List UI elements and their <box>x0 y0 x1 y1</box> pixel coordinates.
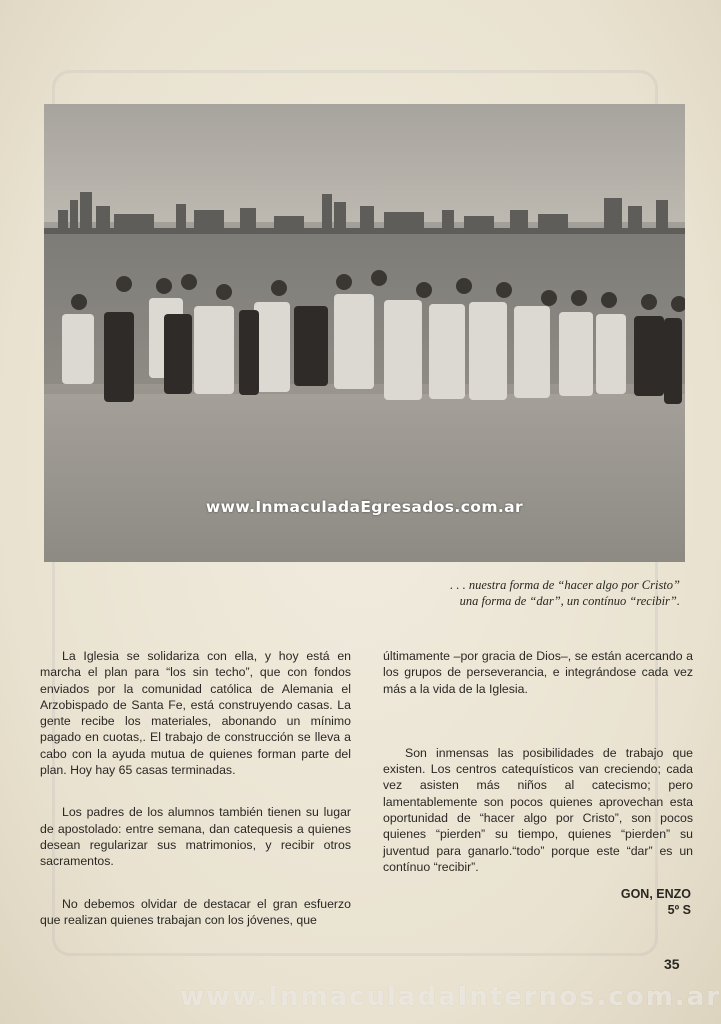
paragraph: últimamente –por gracia de Dios–, se están acercando a los grupos de perseverancia, e integrándose cada vez más a la vida de la Iglesia. <box>383 649 693 696</box>
author-name: GON, ENZO <box>620 887 691 901</box>
paragraph: Son inmensas las posibilidades de trabajo que existen. Los centros catequísticos van creciendo; cada vez asisten más niños al catecismo; pero lamentablemente son pocos quienes aprovechan esta oportunidad de “hacer algo por Cristo”, son pocos quienes “pierden” su tiempo, quienes “pierden” su juventud para ganarlo.“todo” porque este “dar” es un contínuo “recibir”. <box>383 745 693 874</box>
photo-caption <box>360 577 680 609</box>
caption-line-1: . . . nuestra forma de “hacer algo por Cristo” <box>450 578 680 592</box>
right-column <box>383 648 693 901</box>
author-grade: 5º S <box>667 903 691 917</box>
page-number: 35 <box>664 956 680 972</box>
photo-watermark: www.InmaculadaEgresados.com.ar <box>205 498 524 516</box>
photo-city-skyline <box>44 180 685 240</box>
group-photo <box>44 104 685 562</box>
caption-line-2: una forma de “dar”, un contínuo “recibir”. <box>459 594 680 608</box>
paragraph: Los padres de los alumnos también tienen su lugar de apostolado: entre semana, dan catequesis a quienes desean regularizar sus matrimonios, y recibir otros sacramentos. <box>40 805 351 869</box>
bottom-watermark: www.InmaculadaInternos.com.ar <box>180 982 721 1012</box>
paragraph: No debemos olvidar de destacar el gran esfuerzo que realizan quienes trabajan con los jóvenes, que <box>40 896 351 927</box>
paragraph: La Iglesia se solidariza con ella, y hoy está en marcha el plan para “los sin techo”, que con fondos enviados por la comunidad católica de Alemania el Arzobispado de Santa Fe, está construyendo casas. La gente recibe los materiales, abonando un mínimo pagado en cuotas,. El trabajo de construcción se lleva a cabo con la ayuda mutua de quienes forman parte del plan. Hoy hay 65 casas terminadas. <box>40 649 351 778</box>
left-column <box>40 648 351 954</box>
author-signature <box>621 886 691 918</box>
